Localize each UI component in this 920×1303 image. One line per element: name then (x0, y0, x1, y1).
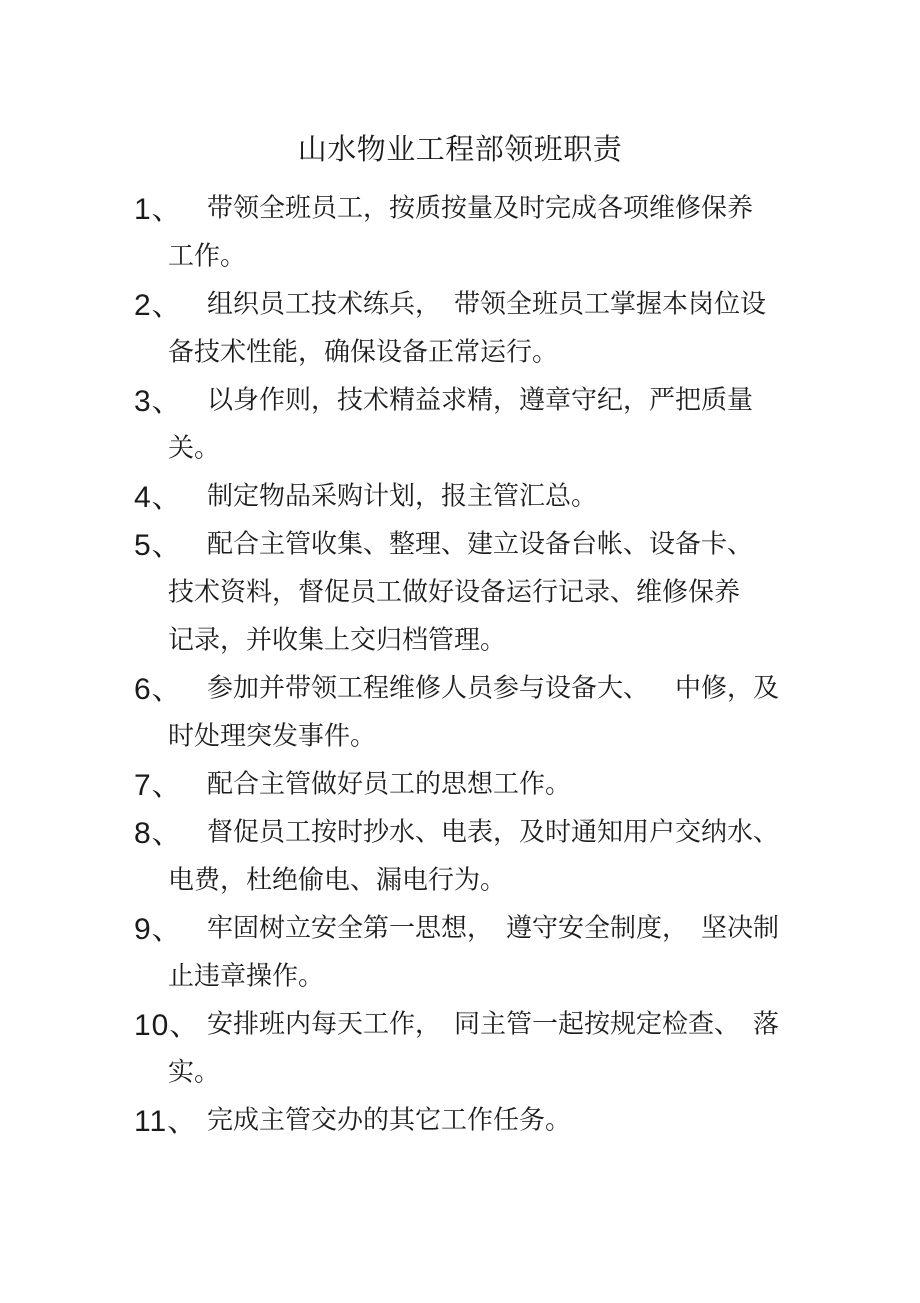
item-number: 3、 (134, 385, 183, 418)
item-text: 实。 (168, 1057, 221, 1087)
item-9-line-cont (0, 950, 920, 998)
item-3-line-first (0, 374, 920, 422)
item-number: 11、 (134, 1105, 199, 1138)
item-8-line-first (0, 806, 920, 854)
item-6-line-cont (0, 710, 920, 758)
item-2-line-first (0, 278, 920, 326)
item-text: 关。 (168, 433, 221, 463)
item-text: 带领全班员工，按质按量及时完成各项维修保养 (207, 193, 754, 223)
document-title: 山水物业工程部领班职责 (297, 133, 623, 166)
item-text: 组织员工技术练兵， 带领全班员工掌握本岗位设 (207, 289, 767, 319)
item-11-line-first (0, 1094, 920, 1142)
item-5-line-cont (0, 566, 920, 614)
item-text: 完成主管交办的其它工作任务。 (207, 1105, 572, 1135)
item-2-line-cont (0, 326, 920, 374)
item-1-line-cont (0, 230, 920, 278)
item-10-line-cont (0, 1046, 920, 1094)
item-text: 督促员工按时抄水、电表，及时通知用户交纳水、 (207, 817, 780, 847)
item-number: 1、 (134, 193, 183, 226)
item-text: 工作。 (168, 241, 247, 271)
item-text: 制定物品采购计划，报主管汇总。 (207, 481, 598, 511)
item-number: 9、 (134, 913, 183, 946)
item-text: 技术资料，督促员工做好设备运行记录、维修保养 (168, 577, 741, 607)
item-text: 电费，杜绝偷电、漏电行为。 (168, 865, 507, 895)
item-3-line-cont (0, 422, 920, 470)
item-10-line-first (0, 998, 920, 1046)
item-number: 6、 (134, 673, 183, 706)
item-9-line-first (0, 902, 920, 950)
item-text: 参加并带领工程维修人员参与设备大、 中修，及 (207, 673, 780, 703)
item-number: 10、 (134, 1009, 201, 1042)
item-6-line-first (0, 662, 920, 710)
item-text: 安排班内每天工作， 同主管一起按规定检查、 落 (207, 1009, 780, 1039)
item-number: 8、 (134, 817, 183, 850)
item-text: 牢固树立安全第一思想， 遵守安全制度， 坚决制 (207, 913, 780, 943)
item-1-line-first (0, 182, 920, 230)
item-number: 4、 (134, 481, 183, 514)
item-text: 时处理突发事件。 (168, 721, 377, 751)
item-text: 配合主管收集、整理、建立设备台帐、设备卡、 (207, 529, 754, 559)
item-5-line-first (0, 518, 920, 566)
item-number: 2、 (134, 289, 183, 322)
item-text: 止违章操作。 (168, 961, 325, 991)
item-number: 7、 (134, 769, 183, 802)
item-text: 配合主管做好员工的思想工作。 (207, 769, 572, 799)
item-number: 5、 (134, 529, 183, 562)
responsibilities-list (0, 182, 920, 1142)
item-7-line-first (0, 758, 920, 806)
item-text: 记录，并收集上交归档管理。 (168, 625, 507, 655)
item-4-line-first (0, 470, 920, 518)
item-text: 以身作则，技术精益求精，遵章守纪，严把质量 (207, 385, 754, 415)
item-text: 备技术性能，确保设备正常运行。 (168, 337, 559, 367)
item-8-line-cont (0, 854, 920, 902)
item-5-line-cont (0, 614, 920, 662)
